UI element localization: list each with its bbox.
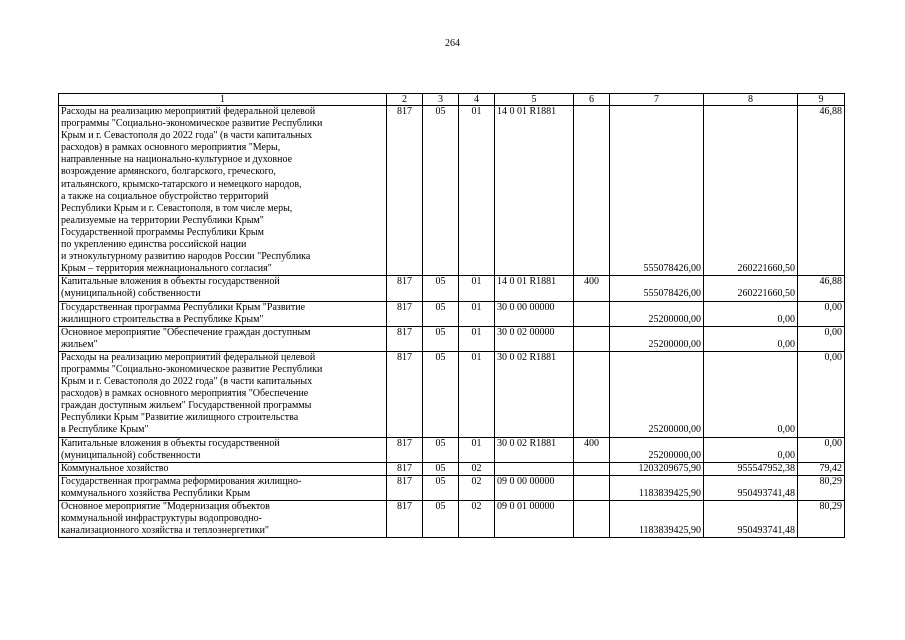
row-code: 817: [387, 437, 423, 462]
row-code: 817: [387, 276, 423, 301]
row-description: Государственная программа реформирования жилищно- коммунального хозяйства Республики Крым: [59, 475, 387, 500]
row-code: 817: [387, 351, 423, 437]
row-percent: 79,42: [798, 462, 845, 475]
row-code: 817: [387, 326, 423, 351]
header-cell: 6: [574, 94, 610, 106]
row-section: 05: [423, 106, 459, 276]
row-target-article: 14 0 01 R1881: [495, 106, 574, 276]
table-row: [59, 475, 845, 500]
row-target-article: 14 0 01 R1881: [495, 276, 574, 301]
row-percent: 0,00: [798, 437, 845, 462]
row-target-article: 30 0 00 00000: [495, 301, 574, 326]
row-executed-amount: 0,00: [704, 437, 798, 462]
row-executed-amount: 260221660,50: [704, 276, 798, 301]
row-expense-type: [574, 475, 610, 500]
row-description: Расходы на реализацию мероприятий федеральной целевой программы "Социально-экономическое развитие Республики Крым и г. Севастополя до 2022 года" (в части капитальных расходов) в рамках основного мероприятия "Обеспечение граждан доступным жильем" Государственной программы Республики Крым "Развитие жилищного строительства в Республике Крым": [59, 351, 387, 437]
row-percent: 0,00: [798, 301, 845, 326]
row-target-article: 30 0 02 R1881: [495, 351, 574, 437]
row-percent: 80,29: [798, 475, 845, 500]
row-subsection: 02: [459, 475, 495, 500]
row-percent: 46,88: [798, 106, 845, 276]
row-section: 05: [423, 351, 459, 437]
row-planned-amount: 1203209675,90: [610, 462, 704, 475]
row-subsection: 01: [459, 276, 495, 301]
row-code: 817: [387, 301, 423, 326]
header-cell: 4: [459, 94, 495, 106]
row-expense-type: [574, 351, 610, 437]
row-expense-type: [574, 106, 610, 276]
row-subsection: 01: [459, 301, 495, 326]
row-planned-amount: 25200000,00: [610, 301, 704, 326]
row-subsection: 02: [459, 462, 495, 475]
row-code: 817: [387, 462, 423, 475]
row-target-article: 09 0 00 00000: [495, 475, 574, 500]
row-executed-amount: 0,00: [704, 301, 798, 326]
row-code: 817: [387, 106, 423, 276]
row-percent: 0,00: [798, 326, 845, 351]
table-row: [59, 326, 845, 351]
row-planned-amount: 25200000,00: [610, 437, 704, 462]
row-planned-amount: 25200000,00: [610, 326, 704, 351]
row-planned-amount: 1183839425,90: [610, 475, 704, 500]
table-row: [59, 351, 845, 437]
table-row: [59, 462, 845, 475]
header-cell: 3: [423, 94, 459, 106]
row-section: 05: [423, 475, 459, 500]
budget-table: [58, 93, 845, 538]
row-target-article: 30 0 02 R1881: [495, 437, 574, 462]
table-row: [59, 106, 845, 276]
table-row: [59, 437, 845, 462]
row-section: 05: [423, 276, 459, 301]
row-expense-type: 400: [574, 276, 610, 301]
row-description: Капитальные вложения в объекты государственной (муниципальной) собственности: [59, 276, 387, 301]
row-description: Расходы на реализацию мероприятий федеральной целевой программы "Социально-экономическое развитие Республики Крым и г. Севастополя до 2022 года" (в части капитальных расходов) в рамках основного мероприятия "Меры, направленные на национально-культурное и духовное возрождение армянского, болгарского, греческого, итальянского, крымско-татарского и немецкого народов, а также на социальное обустройство территорий Республики Крым и г. Севастополя, в том числе меры, реализуемые на территории Республики Крым" Государственной программы Республики Крым по укреплению единства российской нации и этнокультурному развитию народов России "Республика Крым – территория межнационального согласия": [59, 106, 387, 276]
table-row: [59, 501, 845, 538]
row-expense-type: 400: [574, 437, 610, 462]
row-expense-type: [574, 301, 610, 326]
header-cell: 7: [610, 94, 704, 106]
row-planned-amount: 25200000,00: [610, 351, 704, 437]
row-section: 05: [423, 437, 459, 462]
row-executed-amount: 950493741,48: [704, 501, 798, 538]
header-cell: 1: [59, 94, 387, 106]
table-row: [59, 301, 845, 326]
row-description: Коммунальное хозяйство: [59, 462, 387, 475]
row-description: Основное мероприятие "Модернизация объектов коммунальной инфраструктуры водопроводно- канализационного хозяйства и теплоэнергетики": [59, 501, 387, 538]
header-row: [59, 94, 845, 106]
row-percent: 46,88: [798, 276, 845, 301]
row-executed-amount: 260221660,50: [704, 106, 798, 276]
row-executed-amount: 950493741,48: [704, 475, 798, 500]
row-subsection: 01: [459, 437, 495, 462]
row-target-article: 09 0 01 00000: [495, 501, 574, 538]
row-description: Государственная программа Республики Крым "Развитие жилищного строительства в Республике Крым": [59, 301, 387, 326]
row-planned-amount: 555078426,00: [610, 106, 704, 276]
header-cell: 8: [704, 94, 798, 106]
row-subsection: 02: [459, 501, 495, 538]
header-cell: 2: [387, 94, 423, 106]
row-executed-amount: 0,00: [704, 351, 798, 437]
row-subsection: 01: [459, 106, 495, 276]
row-code: 817: [387, 501, 423, 538]
row-planned-amount: 555078426,00: [610, 276, 704, 301]
row-executed-amount: 0,00: [704, 326, 798, 351]
header-cell: 5: [495, 94, 574, 106]
row-percent: 80,29: [798, 501, 845, 538]
row-section: 05: [423, 462, 459, 475]
row-subsection: 01: [459, 326, 495, 351]
row-code: 817: [387, 475, 423, 500]
row-expense-type: [574, 462, 610, 475]
row-description: Капитальные вложения в объекты государственной (муниципальной) собственности: [59, 437, 387, 462]
row-description: Основное мероприятие "Обеспечение граждан доступным жильем": [59, 326, 387, 351]
row-section: 05: [423, 501, 459, 538]
row-expense-type: [574, 326, 610, 351]
row-subsection: 01: [459, 351, 495, 437]
header-cell: 9: [798, 94, 845, 106]
row-expense-type: [574, 501, 610, 538]
row-target-article: [495, 462, 574, 475]
row-section: 05: [423, 301, 459, 326]
row-percent: 0,00: [798, 351, 845, 437]
row-section: 05: [423, 326, 459, 351]
row-planned-amount: 1183839425,90: [610, 501, 704, 538]
page-number: 264: [445, 38, 460, 49]
table-row: [59, 276, 845, 301]
row-executed-amount: 955547952,38: [704, 462, 798, 475]
row-target-article: 30 0 02 00000: [495, 326, 574, 351]
